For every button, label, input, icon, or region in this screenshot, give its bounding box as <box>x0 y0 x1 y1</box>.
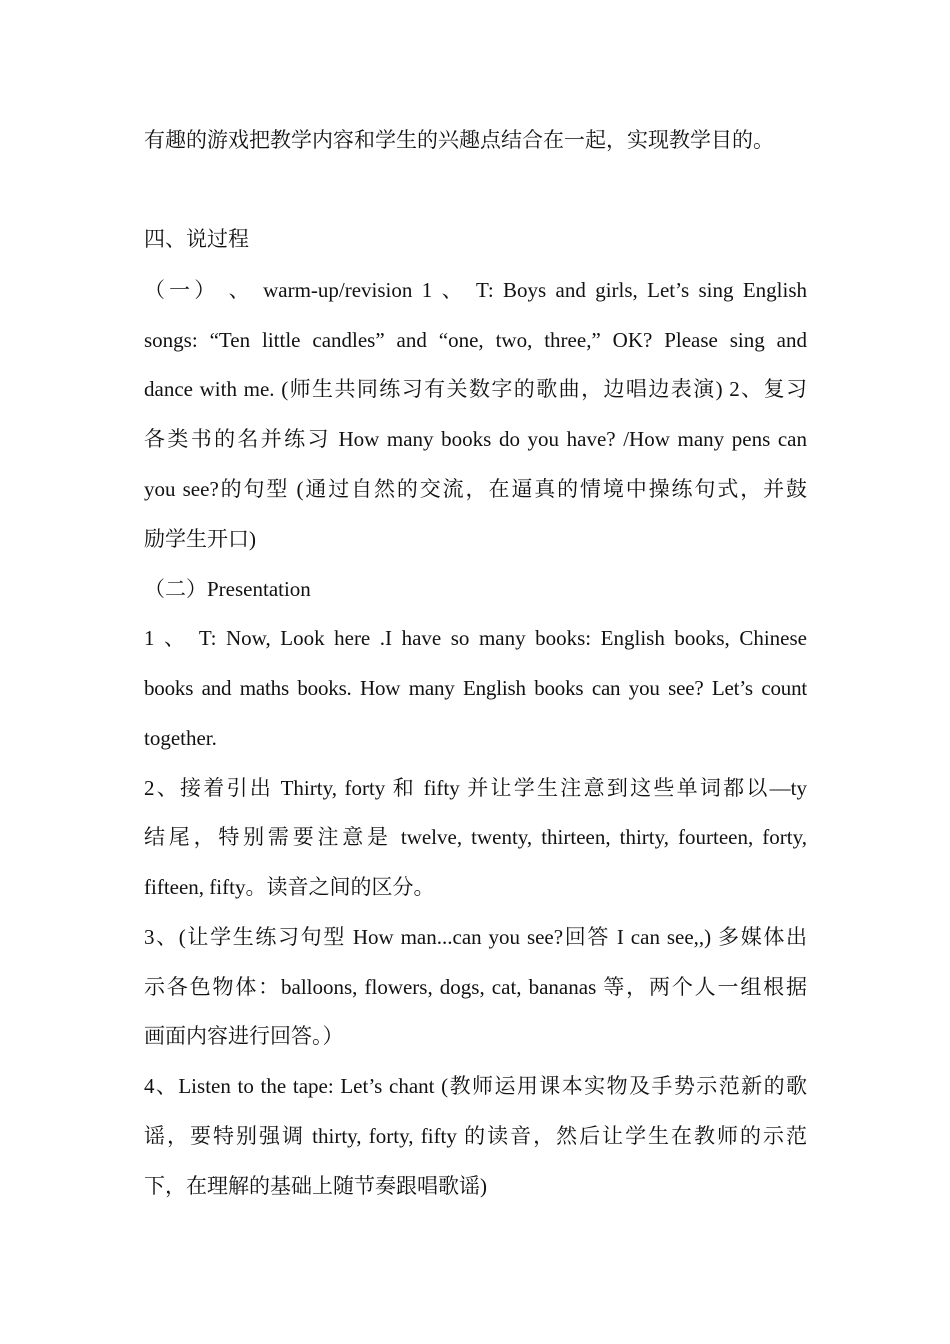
text-line: 画面内容进行回答。） <box>144 1024 344 1048</box>
text-line: 2、接着引出 Thirty, forty 和 fifty 并让学生注意到这些单词都以—ty <box>144 776 807 800</box>
text-line: （一） 、 warm-up/revision 1 、 T: Boys and girls, Let’s sing English <box>144 278 807 302</box>
text-line: 3、(让学生练习句型 How man...can you see?回答 I can see,,) 多媒体出 <box>144 925 807 949</box>
text-line: 1 、 T: Now, Look here .I have so many books: English books, Chinese <box>144 626 807 650</box>
text-line: 结尾，特别需要注意是 twelve, twenty, thirteen, thirty, fourteen, forty, <box>144 825 807 849</box>
subsection-heading: （二）Presentation <box>144 577 311 601</box>
text-line: 各类书的名并练习 How many books do you have? /How many pens can <box>144 427 807 451</box>
text-line: 4、Listen to the tape: Let’s chant (教师运用课本实物及手势示范新的歌 <box>144 1074 807 1098</box>
text-line: 谣，要特别强调 thirty, forty, fifty 的读音，然后让学生在教师的示范 <box>144 1124 807 1148</box>
text-line: books and maths books. How many English books can you see? Let’s count <box>144 676 807 700</box>
text-line: dance with me. (师生共同练习有关数字的歌曲，边唱边表演) 2、复习 <box>144 377 807 401</box>
text-line: you see?的句型 (通过自然的交流，在逼真的情境中操练句式，并鼓 <box>144 477 807 501</box>
text-line: 下，在理解的基础上随节奏跟唱歌谣) <box>144 1174 487 1198</box>
text-line: fifteen, fifty。读音之间的区分。 <box>144 875 435 899</box>
text-line: songs: “Ten little candles” and “one, two, three,” OK? Please sing and <box>144 328 807 352</box>
section-heading: 四、说过程 <box>144 227 249 251</box>
text-line: 有趣的游戏把教学内容和学生的兴趣点结合在一起，实现教学目的。 <box>144 128 774 152</box>
text-line: 示各色物体：balloons, flowers, dogs, cat, bananas 等，两个人一组根据 <box>144 975 807 999</box>
text-line: together. <box>144 726 217 750</box>
text-line: 励学生开口) <box>144 527 256 551</box>
